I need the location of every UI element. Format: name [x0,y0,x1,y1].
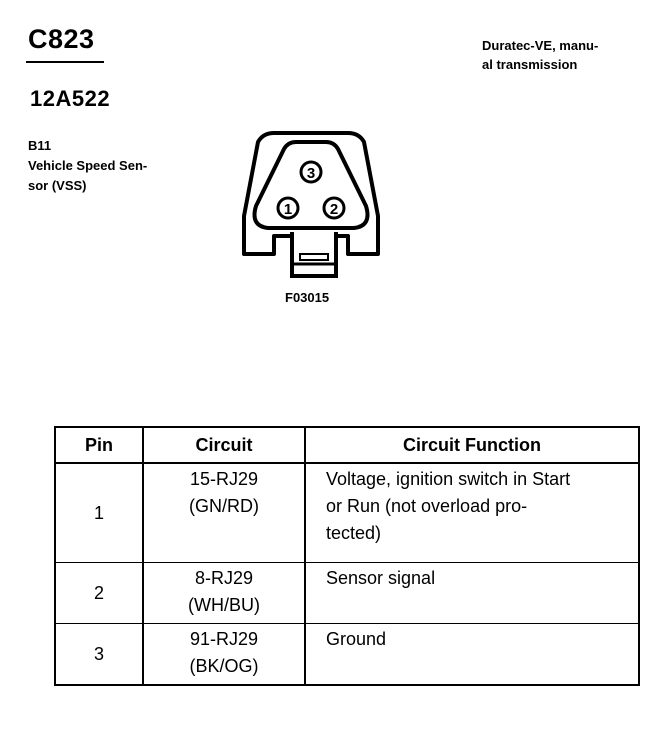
figure-id: F03015 [285,290,330,305]
wire-color: (WH/BU) [188,595,260,615]
component-name-line: sor (VSS) [28,178,87,193]
pin-2-label: 2 [329,201,339,218]
table-header-row [55,427,639,463]
table-row [55,563,639,624]
wire-color: (BK/OG) [189,656,259,676]
circuit-cell [143,563,305,624]
part-number: 12A522 [30,86,111,111]
function-line: tected) [326,523,382,543]
function-line: Voltage, ignition switch in Start [326,469,571,489]
function-line: Ground [326,629,387,649]
pin-number: 3 [55,624,143,686]
application-line: al transmission [482,57,578,72]
circuit-cell [143,624,305,686]
circuit-number: 15-RJ29 [189,469,259,489]
header-circuit: Circuit [143,427,305,463]
function-cell [305,624,639,686]
pin-number: 1 [55,463,143,563]
function-line: or Run (not overload pro- [326,496,528,516]
connector-id: C823 [28,24,95,54]
function-cell [305,563,639,624]
component-description [28,136,178,196]
function-cell [305,463,639,563]
connector-face-diagram [238,128,384,284]
application-note [482,36,642,74]
pin-number: 2 [55,563,143,624]
table-row [55,463,639,563]
table-row [55,624,639,686]
component-name-line: Vehicle Speed Sen- [28,158,148,173]
function-line: Sensor signal [326,568,436,588]
header-circuit-function: Circuit Function [305,427,639,463]
component-code: B11 [28,138,52,153]
application-line: Duratec-VE, manu- [482,38,599,53]
circuit-cell [143,463,305,563]
pin-table [54,426,640,686]
pin-3-label: 3 [306,165,316,182]
header-pin: Pin [55,427,143,463]
pin-1-label: 1 [283,201,293,218]
connector-id-underline [26,61,104,63]
connector-lock-tab-slot [300,254,328,260]
wire-color: (GN/RD) [189,496,259,516]
circuit-number: 8-RJ29 [194,568,254,588]
circuit-number: 91-RJ29 [189,629,259,649]
